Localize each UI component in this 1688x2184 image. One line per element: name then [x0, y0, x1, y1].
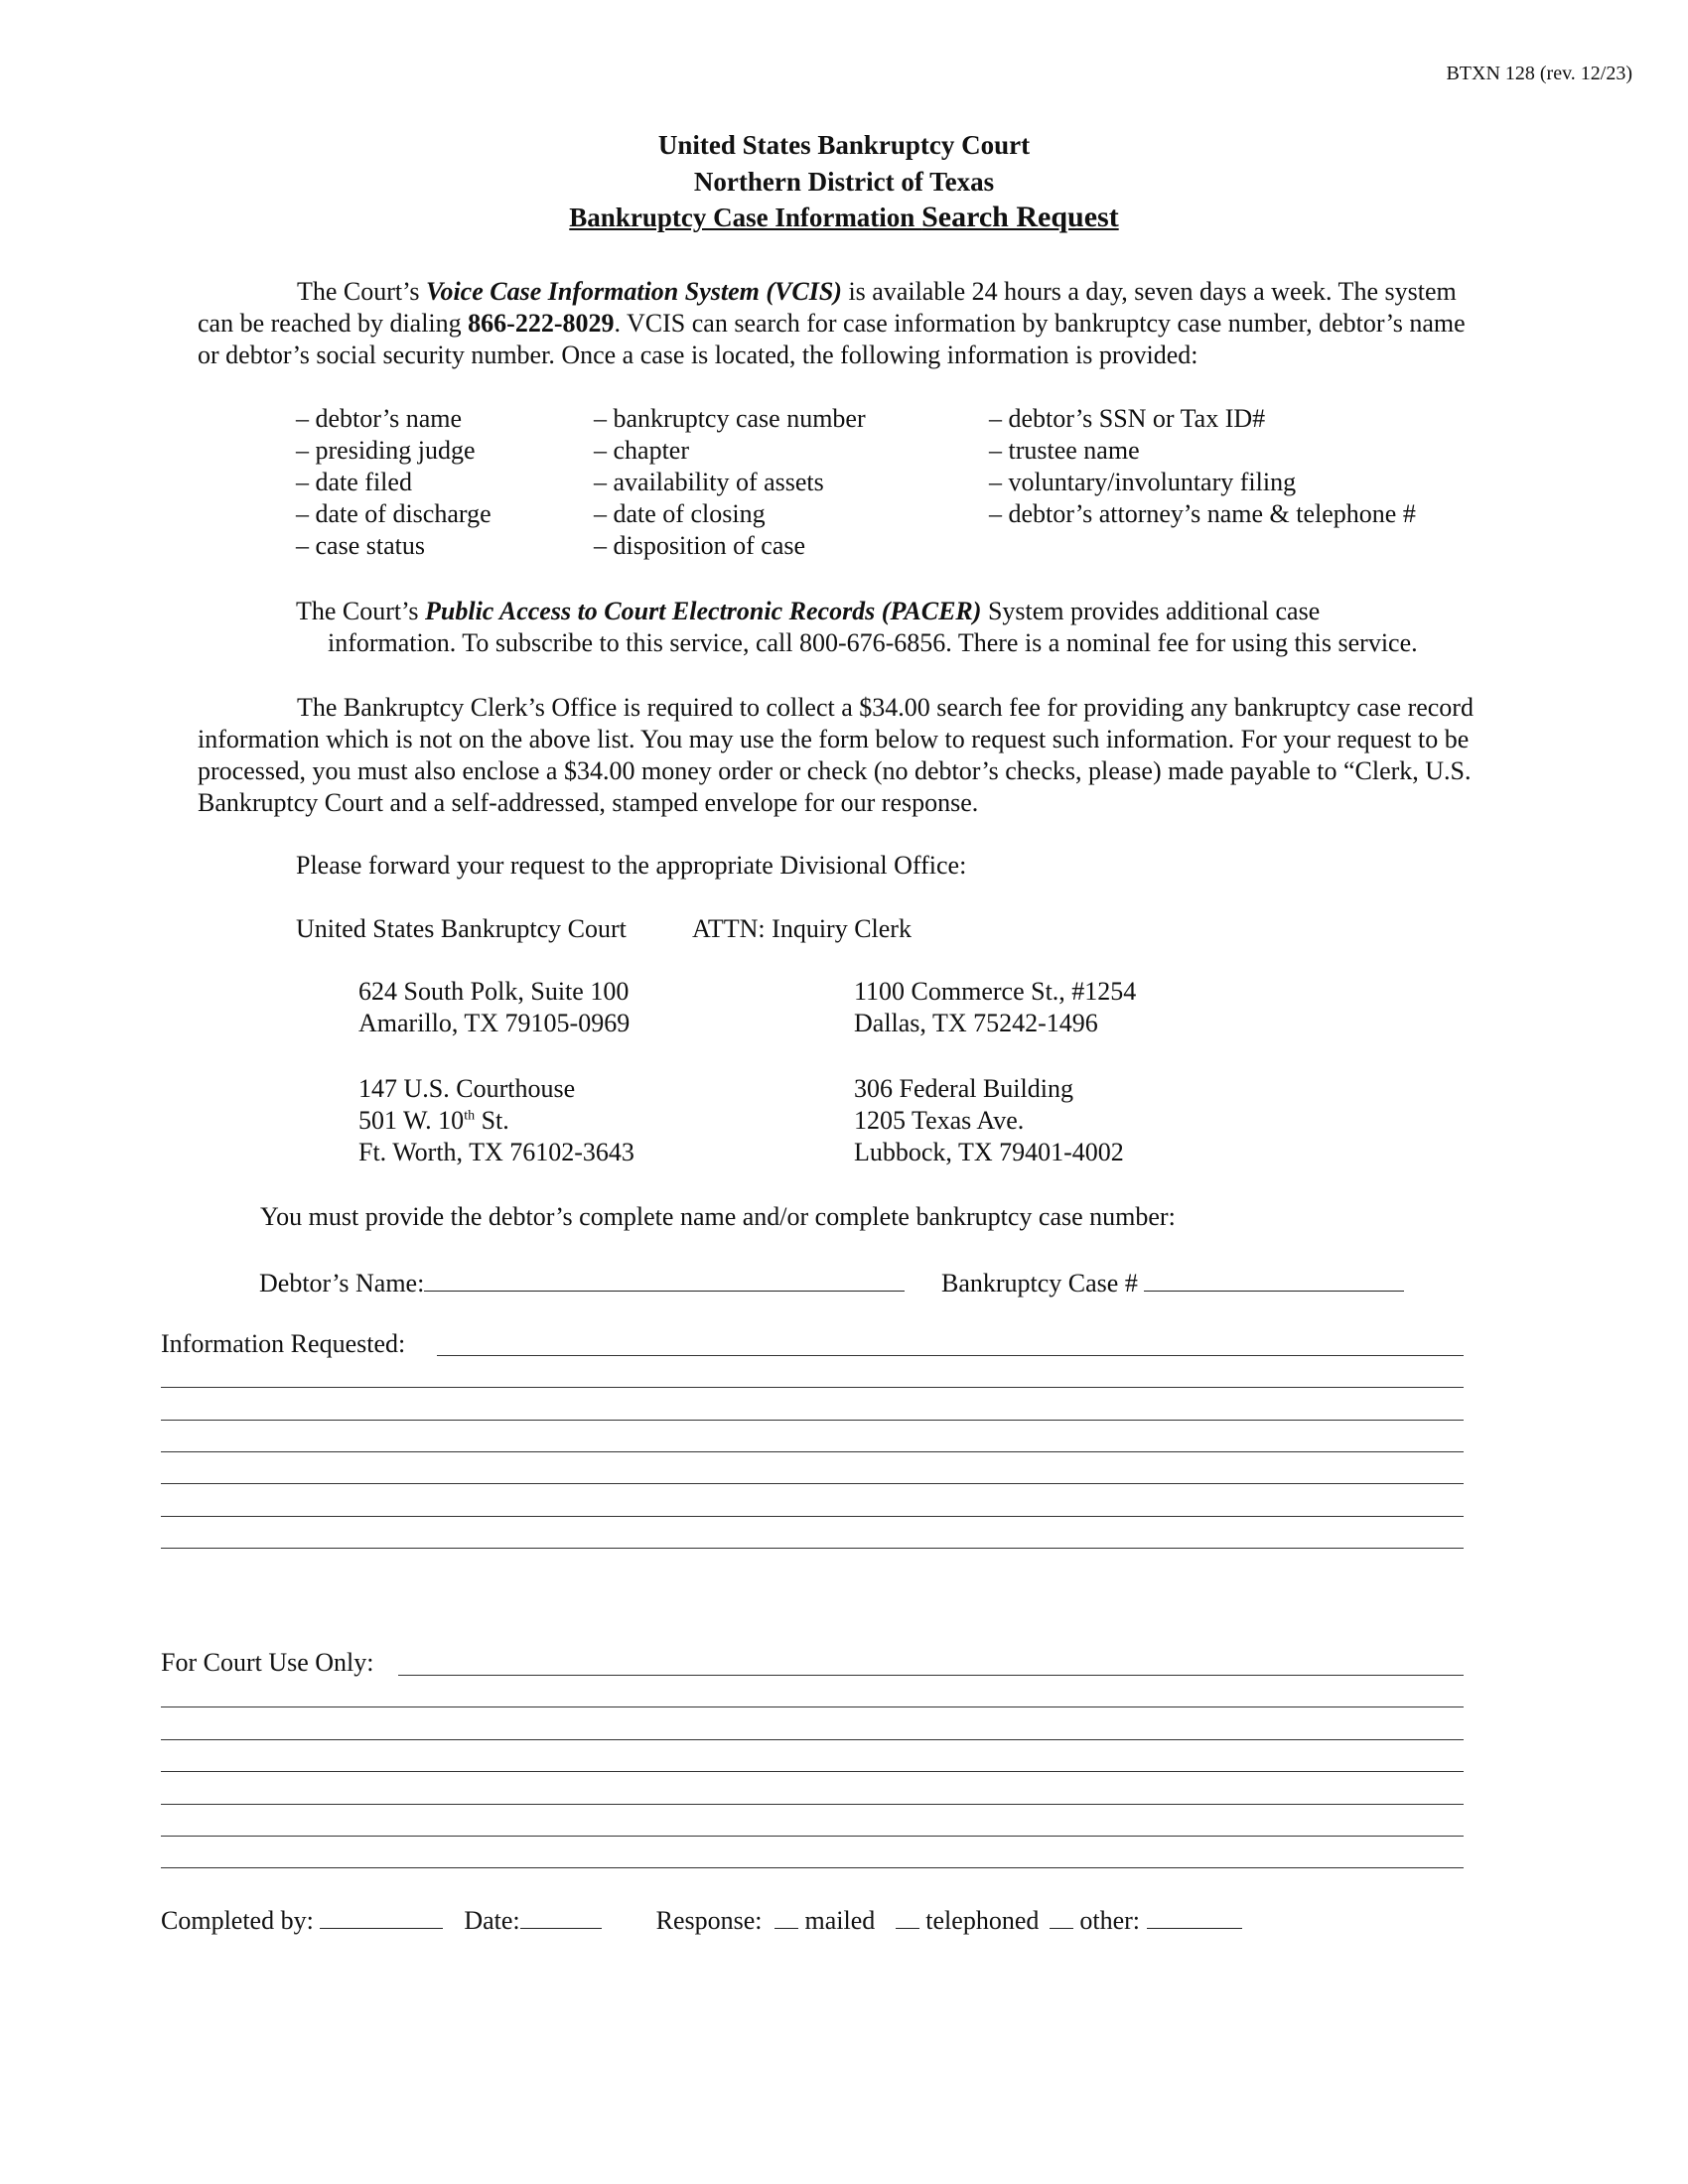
list-item: – debtor’s attorney’s name & telephone #	[989, 499, 1416, 528]
vcis-text-3: . VCIS can search for case information by bankruptcy case number, debtor’s name or debtor’s social security number. Once a case is located, the following information is provided:	[198, 309, 1466, 369]
district-heading: Northern District of Texas	[693, 167, 995, 197]
pacer-text-2: System provides additional case	[981, 597, 1321, 625]
must-provide-text: You must provide the debtor’s complete name and/or complete bankruptcy case number:	[260, 1202, 1176, 1231]
office-dallas	[854, 976, 1136, 1039]
list-item: – trustee name	[989, 436, 1140, 465]
info-list-col-2	[594, 403, 866, 562]
address-street: 501 W. 10	[358, 1106, 465, 1135]
telephoned-checkbox[interactable]	[896, 1902, 919, 1929]
fee-paragraph	[198, 692, 1488, 819]
pacer-name: Public Access to Court Electronic Records (PACER)	[425, 597, 982, 625]
form-number: BTXN 128 (rev. 12/23)	[1446, 63, 1632, 84]
title-part-1: Bankruptcy Case Information	[569, 203, 922, 232]
court-heading: United States Bankruptcy Court	[657, 130, 1031, 160]
completed-by-field[interactable]	[320, 1902, 443, 1929]
info-requested-line[interactable]	[161, 1483, 1464, 1484]
other-label: other:	[1079, 1906, 1141, 1935]
info-list-col-1	[296, 403, 492, 562]
office-amarillo	[358, 976, 630, 1039]
fee-text: The Bankruptcy Clerk’s Office is required to collect a $34.00 search fee for providing any bankruptcy case record information which is not on the above list. You may use the form below to request such information. For your request to be processed, you must also enclose a $34.00 money order or check (no debtor’s checks, please) made payable to “Clerk, U.S. Bankruptcy Court and a self-addressed, stamped envelope for our response.	[198, 693, 1474, 817]
info-requested-line[interactable]	[161, 1516, 1464, 1517]
vcis-phone: 866-222-8029	[468, 309, 615, 338]
pacer-text-1: The Court’s	[296, 597, 425, 625]
info-requested-line[interactable]	[161, 1420, 1464, 1421]
address-line: 147 U.S. Courthouse	[358, 1074, 576, 1103]
info-requested-line[interactable]	[161, 1548, 1464, 1549]
address-line: Lubbock, TX 79401-4002	[854, 1138, 1124, 1166]
telephoned-label: telephoned	[925, 1906, 1040, 1935]
info-requested-label: Information Requested:	[161, 1329, 406, 1358]
case-number-field[interactable]	[1144, 1265, 1404, 1292]
completion-row	[161, 1902, 1242, 1937]
response-label: Response:	[655, 1906, 763, 1935]
attn-line: ATTN: Inquiry Clerk	[692, 914, 912, 943]
address-line: Amarillo, TX 79105-0969	[358, 1009, 631, 1037]
address-line: Dallas, TX 75242-1496	[854, 1009, 1098, 1037]
office-lubbock	[854, 1073, 1124, 1168]
court-use-line[interactable]	[161, 1867, 1464, 1868]
date-field[interactable]	[520, 1902, 602, 1929]
list-item: – case status	[296, 531, 425, 560]
vcis-text-1: The Court’s	[297, 277, 426, 306]
date-label: Date:	[464, 1906, 520, 1935]
office-fort-worth	[358, 1073, 634, 1168]
other-field[interactable]	[1147, 1902, 1242, 1929]
address-line: 624 South Polk, Suite 100	[358, 977, 630, 1006]
pacer-line-2: information. To subscribe to this service, call 800-676-6856. There is a nominal fee for using this service.	[328, 628, 1418, 657]
list-item: – debtor’s SSN or Tax ID#	[989, 404, 1266, 433]
court-use-line[interactable]	[161, 1739, 1464, 1740]
court-use-line[interactable]	[161, 1804, 1464, 1805]
list-item: – disposition of case	[594, 531, 806, 560]
address-line: Ft. Worth, TX 76102-3643	[358, 1138, 634, 1166]
address-line: 1205 Texas Ave.	[854, 1106, 1025, 1135]
address-line	[358, 1105, 634, 1137]
list-item: – availability of assets	[594, 468, 824, 496]
address-line: 306 Federal Building	[854, 1074, 1073, 1103]
court-use-line[interactable]	[161, 1836, 1464, 1837]
case-number-label: Bankruptcy Case #	[941, 1269, 1138, 1297]
address-line: 1100 Commerce St., #1254	[854, 977, 1137, 1006]
list-item: – chapter	[594, 436, 690, 465]
info-list-col-3	[989, 403, 1416, 530]
court-use-line[interactable]	[398, 1675, 1464, 1676]
page-title	[0, 202, 1688, 233]
debtor-name-label: Debtor’s Name:	[259, 1269, 425, 1297]
court-name: United States Bankruptcy Court	[296, 914, 627, 943]
other-checkbox[interactable]	[1050, 1902, 1073, 1929]
case-number-row	[941, 1265, 1404, 1299]
info-requested-line[interactable]	[437, 1355, 1464, 1356]
list-item: – debtor’s name	[296, 404, 463, 433]
info-requested-line[interactable]	[161, 1451, 1464, 1452]
court-use-line[interactable]	[161, 1771, 1464, 1772]
vcis-paragraph	[198, 276, 1488, 371]
list-item: – presiding judge	[296, 436, 476, 465]
pacer-line-1	[296, 596, 1320, 627]
address-street-suffix: St.	[475, 1106, 509, 1135]
completed-by-label: Completed by:	[161, 1906, 314, 1935]
vcis-text-2: is available 24 hours a day, seven days a week. The system can be reached by dialing	[198, 277, 1457, 338]
list-item: – date of discharge	[296, 499, 492, 528]
list-item: – voluntary/involuntary filing	[989, 468, 1297, 496]
forward-text: Please forward your request to the appropriate Divisional Office:	[296, 851, 967, 880]
list-item: – date filed	[296, 468, 412, 496]
debtor-name-field[interactable]	[424, 1265, 905, 1292]
title-part-2: Search Request	[921, 201, 1119, 233]
mailed-checkbox[interactable]	[774, 1902, 798, 1929]
list-item: – bankruptcy case number	[594, 404, 866, 433]
info-requested-line[interactable]	[161, 1387, 1464, 1388]
court-use-label: For Court Use Only:	[161, 1648, 374, 1677]
ordinal-suffix: th	[464, 1108, 476, 1124]
court-use-line[interactable]	[161, 1706, 1464, 1707]
debtor-name-row	[259, 1265, 905, 1299]
list-item: – date of closing	[594, 499, 766, 528]
mailed-label: mailed	[804, 1906, 876, 1935]
vcis-name: Voice Case Information System (VCIS)	[426, 277, 842, 306]
